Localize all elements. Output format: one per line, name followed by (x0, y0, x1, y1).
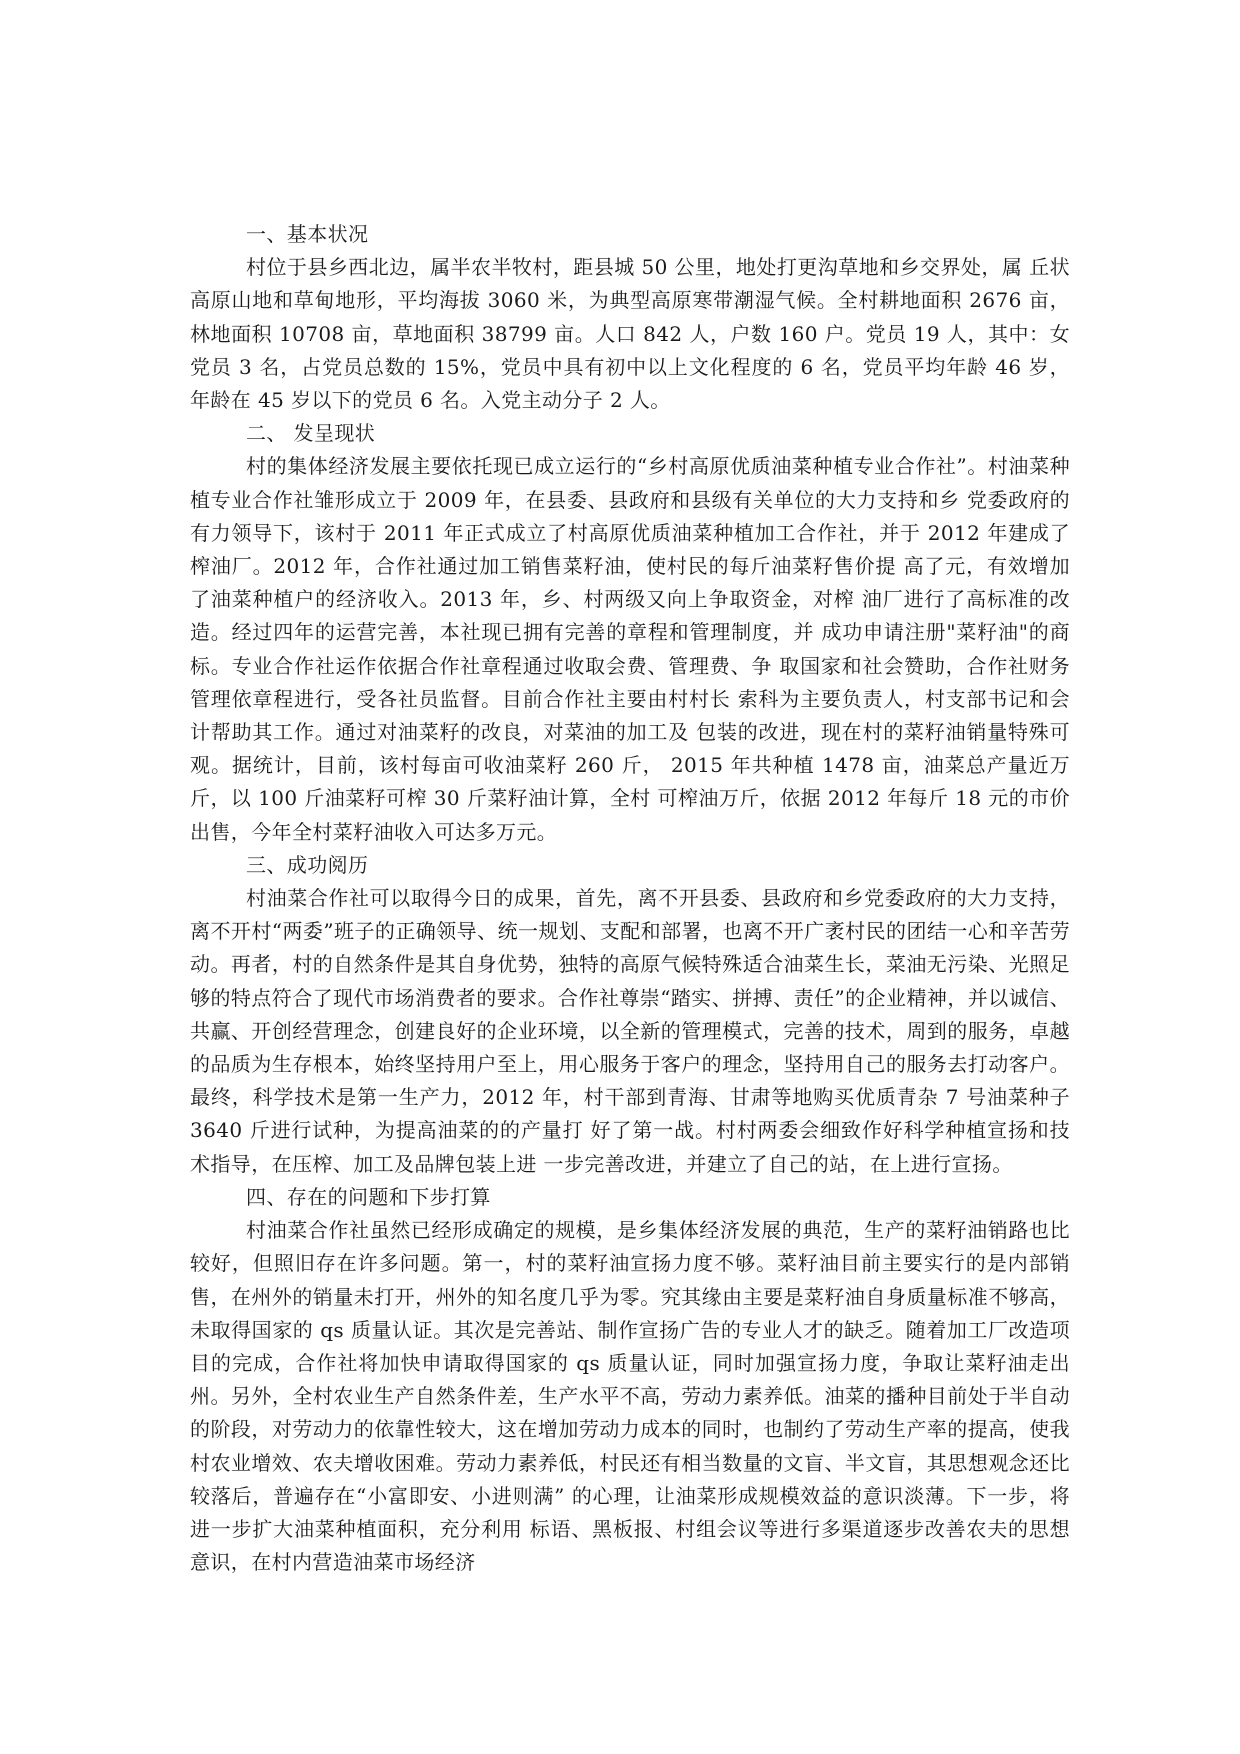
section-body-1: 村位于县乡西北边，属半农半牧村，距县城 50 公里，地处打更沟草地和乡交界处，属 丘状高原山地和草甸地形，平均海拔 3060 米，为典型高原寒带潮湿气候。全村耕地面积 2676 亩，林地面积 10708 亩，草地面积 38799 亩。人口 842 人，户数 160 户。党员 19 人，其中：女 党员 3 名，占党员总数的 15%，党员中具有初中以上文化程度的 6 名，党员平均年龄 46 岁， 年龄在 45 岁以下的党员 6 名。入党主动分子 2 人。 (190, 255, 1070, 413)
section-heading-4: 四、存在的问题和下步打算 (246, 1184, 491, 1209)
section-body-2: 村的集体经济发展主要依托现已成立运行的“乡村高原优质油菜种植专业合作社”。村油菜种植专业合作社雏形成立于 2009 年，在县委、县政府和县级有关单位的大力支持和乡 党委政府的有力领导下，该村于 2011 年正式成立了村高原优质油菜种植加工合作社，并于 2012 年建成了榨油厂。2012 年，合作社通过加工销售菜籽油，使村民的每斤油菜籽售价提 高了元，有效增加了油菜种植户的经济收入。2013 年，乡、村两级又向上争取资金，对榨 油厂进行了高标准的改造。经过四年的运营完善，本社现已拥有完善的章程和管理制度，并 成功申请注册"菜籽油"的商标。专业合作社运作依据合作社章程通过收取会费、管理费、争 取国家和社会赞助，合作社财务管理依章程进行，受各社员监督。目前合作社主要由村村长 索科为主要负责人，村支部书记和会计帮助其工作。通过对油菜籽的改良，对菜油的加工及 包装的改进，现在村的菜籽油销量特殊可观。据统计，目前，该村每亩可收油菜籽 260 斤， 2015 年共种植 1478 亩，油菜总产量近万斤，以 100 斤油菜籽可榨 30 斤菜籽油计算，全村 可榨油万斤，依据 2012 年每斤 18 元的市价出售，今年全村菜籽油收入可达多万元。 (190, 454, 1070, 844)
section-body-4: 村油菜合作社虽然已经形成确定的规模，是乡集体经济发展的典范，生产的菜籽油销路也比较好，但照旧存在许多问题。第一，村的菜籽油宣扬力度不够。菜籽油目前主要实行的是内部销售，在州外的销量未打开，州外的知名度几乎为零。究其缘由主要是菜籽油自身质量标准不够高，未取得国家的 qs 质量认证。其次是完善站、制作宣扬广告的专业人才的缺乏。随着加工厂改造项目的完成，合作社将加快申请取得国家的 qs 质量认证，同时加强宣扬力度，争取让菜籽油走出州。另外，全村农业生产自然条件差，生产水平不高，劳动力素养低。油菜的播种目前处于半自动的阶段，对劳动力的依靠性较大，这在增加劳动力成本的同时，也制约了劳动生产率的提高，使我村农业增效、农夫增收困难。劳动力素养低，村民还有相当数量的文盲、半文盲，其思想观念还比较落后，普遍存在“小富即安、小进则满” 的心理，让油菜形成规模效益的意识淡薄。下一步，将进一步扩大油菜种植面积，充分利用 标语、黑板报、村组会议等进行多渠道逐步改善农夫的思想意识，在村内营造油菜市场经济 (190, 1218, 1070, 1575)
section-body-3: 村油菜合作社可以取得今日的成果，首先，离不开县委、县政府和乡党委政府的大力支持，离不开村“两委”班子的正确领导、统一规划、支配和部署，也离不开广袤村民的团结一心和辛苦劳动。再者，村的自然条件是其自身优势，独特的高原气候特殊适合油菜生长，菜油无污染、光照足够的特点符合了现代市场消费者的要求。合作社尊崇“踏实、拼搏、责任”的企业精神，并以诚信、共赢、开创经营理念，创建良好的企业环境，以全新的管理模式，完善的技术，周到的服务，卓越的品质为生存根本，始终坚持用户至上，用心服务于客户的理念，坚持用自己的服务去打动客户。最终，科学技术是第一生产力，2012 年，村干部到青海、甘肃等地购买优质青杂 7 号油菜种子 3640 斤进行试种，为提高油菜的的产量打 好了第一战。村村两委会细致作好科学种植宣扬和技术指导，在压榨、加工及品牌包装上进 一步完善改进，并建立了自己的站，在上进行宣扬。 (190, 886, 1070, 1176)
section-heading-2: 二、 发呈现状 (246, 421, 376, 446)
section-heading-3: 三、成功阅历 (246, 852, 369, 877)
section-heading-1: 一、基本状况 (246, 222, 369, 246)
document-page (190, 218, 1070, 1579)
